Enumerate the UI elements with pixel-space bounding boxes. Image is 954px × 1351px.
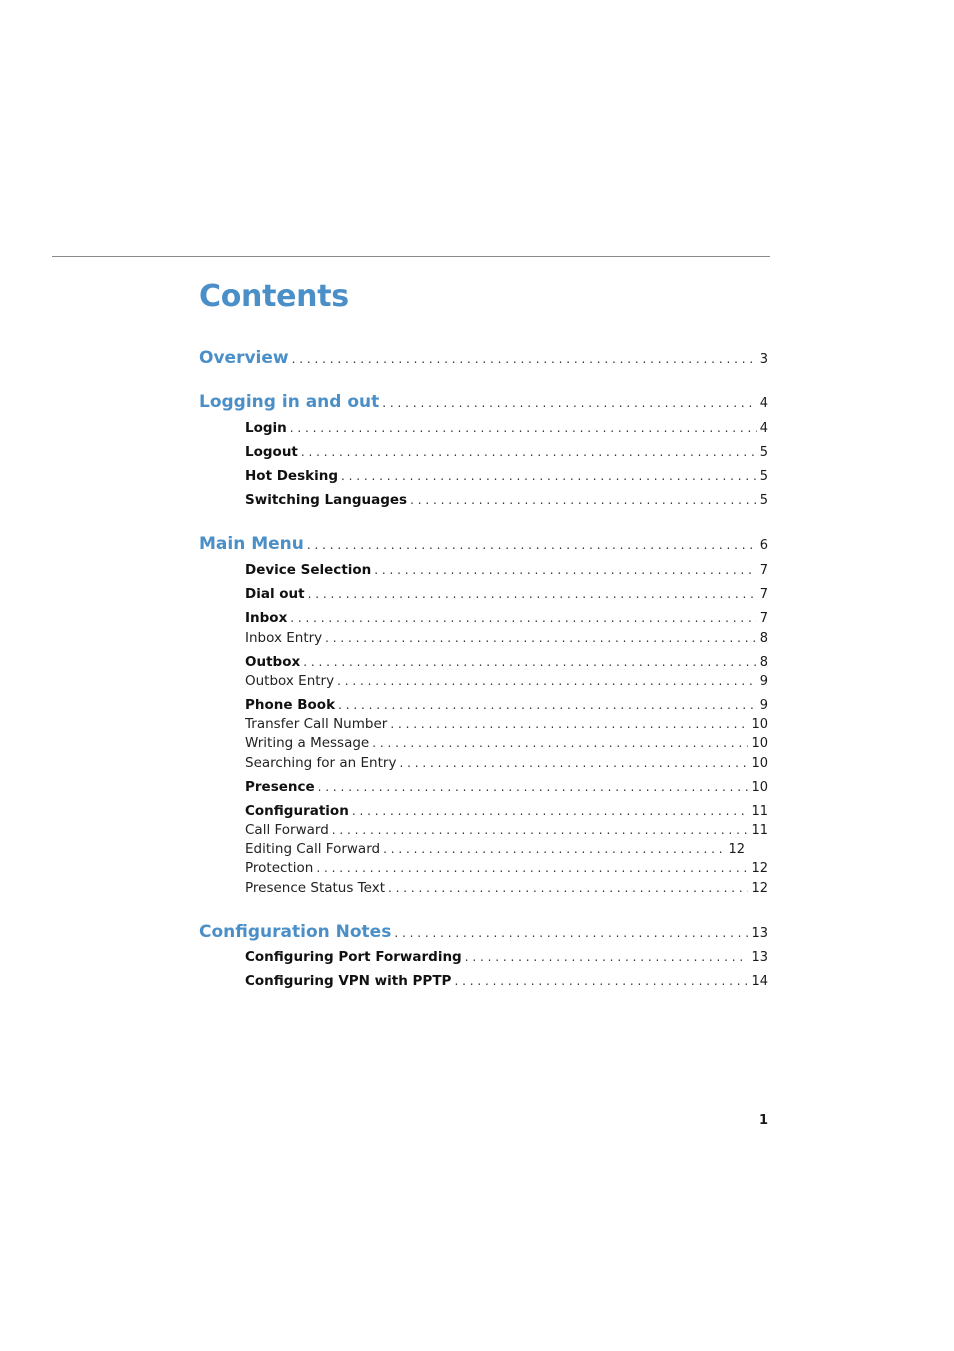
toc-leader [465,950,749,964]
toc-entry-label: Transfer Call Number [245,716,388,732]
toc-entry[interactable] [245,610,768,626]
toc-leader [454,974,748,988]
toc-entry[interactable] [199,922,768,942]
toc-entry-label: Configuration Notes [199,922,392,942]
toc-entry[interactable] [245,654,768,670]
toc-entry-label: Phone Book [245,697,336,713]
toc-entry[interactable] [245,949,768,965]
page-title: Contents [199,279,349,314]
toc-entry-label: Logging in and out [199,392,380,412]
toc-leader [325,631,757,645]
toc-entry[interactable] [199,348,768,368]
toc-entry-page: 5 [759,469,768,484]
toc-entry-page: 10 [751,717,768,732]
toc-entry-label: Editing Call Forward [245,841,381,857]
toc-entry-page: 11 [751,823,768,838]
toc-entry-page: 13 [751,926,768,941]
toc-entry[interactable] [245,880,768,896]
toc-entry-label: Outbox [245,654,301,670]
toc-leader [301,445,757,459]
toc-entry-page: 10 [751,736,768,751]
toc-entry-label: Inbox Entry [245,630,323,646]
toc-entry[interactable] [245,673,768,689]
toc-entry[interactable] [245,630,768,646]
toc-entry[interactable] [245,860,768,876]
toc-entry-page: 10 [751,756,768,771]
toc-leader [374,563,756,577]
toc-entry[interactable] [245,822,768,838]
toc-leader [290,421,757,435]
toc-leader [316,861,748,875]
toc-entry-label: Configuring VPN with PPTP [245,973,452,989]
toc-entry-page: 8 [759,655,768,670]
toc-entry[interactable] [245,562,768,578]
toc-entry[interactable] [245,697,768,713]
toc-entry-page: 12 [751,881,768,896]
toc-entry-label: Presence Status Text [245,880,385,896]
toc-entry-label: Device Selection [245,562,372,578]
toc-entry-label: Dial out [245,586,305,602]
toc-leader [307,538,757,552]
toc-entry[interactable] [199,534,768,554]
toc-entry-label: Writing a Message [245,735,370,751]
toc-entry-label: Hot Desking [245,468,339,484]
toc-entry-page: 7 [759,587,768,602]
toc-entry-label: Configuration [245,803,349,819]
toc-entry-label: Logout [245,444,298,460]
toc-entry-label: Configuring Port Forwarding [245,949,462,965]
toc-entry-page: 7 [759,611,768,626]
header-rule [52,256,770,257]
toc-leader [338,698,757,712]
toc-entry-page: 6 [759,538,768,553]
toc-entry-page: 11 [751,804,768,819]
toc-entry-page: 4 [759,396,768,411]
toc-entry[interactable] [245,755,768,771]
toc-leader [308,587,757,601]
toc-entry[interactable] [245,468,768,484]
toc-entry-page: 4 [759,421,768,436]
toc-entry[interactable] [245,735,768,751]
toc-entry-label: Protection [245,860,314,876]
toc-entry-label: Inbox [245,610,288,626]
toc-leader [399,756,748,770]
toc-entry-label: Searching for an Entry [245,755,397,771]
toc-entry-page: 10 [751,780,768,795]
toc-entry-page: 9 [759,674,768,689]
toc-leader [303,655,757,669]
toc-leader [383,842,725,856]
toc-entry-page: 14 [751,974,768,989]
toc-leader [290,611,756,625]
toc-entry[interactable] [245,716,768,732]
toc-leader [337,674,757,688]
toc-entry-label: Call Forward [245,822,329,838]
toc-leader [318,780,749,794]
toc-leader [390,717,748,731]
toc-entry-label: Presence [245,779,315,795]
toc-entry-label: Overview [199,348,289,368]
toc-entry[interactable] [245,973,768,989]
toc-entry[interactable] [245,586,768,602]
toc-entry-label: Main Menu [199,534,304,554]
toc-leader [341,469,757,483]
toc-entry-page: 5 [759,493,768,508]
toc-entry-page: 7 [759,563,768,578]
toc-leader [410,493,757,507]
toc-entry[interactable] [245,492,768,508]
toc-entry-label: Outbox Entry [245,673,335,689]
toc-entry-page: 12 [728,842,745,857]
toc-leader [372,736,748,750]
toc-entry-page: 5 [759,445,768,460]
toc-entry-label: Switching Languages [245,492,408,508]
toc-leader [394,926,748,940]
toc-leader [292,352,757,366]
toc-entry-page: 8 [759,631,768,646]
page-number: 1 [758,1113,768,1128]
toc-entry[interactable] [245,444,768,460]
toc-leader [382,396,756,410]
toc-entry-page: 13 [751,950,768,965]
toc-entry[interactable] [245,803,768,819]
toc-entry[interactable] [245,779,768,795]
toc-leader [352,804,749,818]
toc-entry-page: 9 [759,698,768,713]
toc-entry-page: 12 [751,861,768,876]
toc-leader [332,823,749,837]
toc-entry[interactable] [245,420,768,436]
toc-entry[interactable] [199,392,768,412]
toc-entry-label: Login [245,420,287,436]
toc-leader [388,881,748,895]
toc-entry-page: 3 [759,352,768,367]
toc-entry[interactable] [245,841,745,857]
